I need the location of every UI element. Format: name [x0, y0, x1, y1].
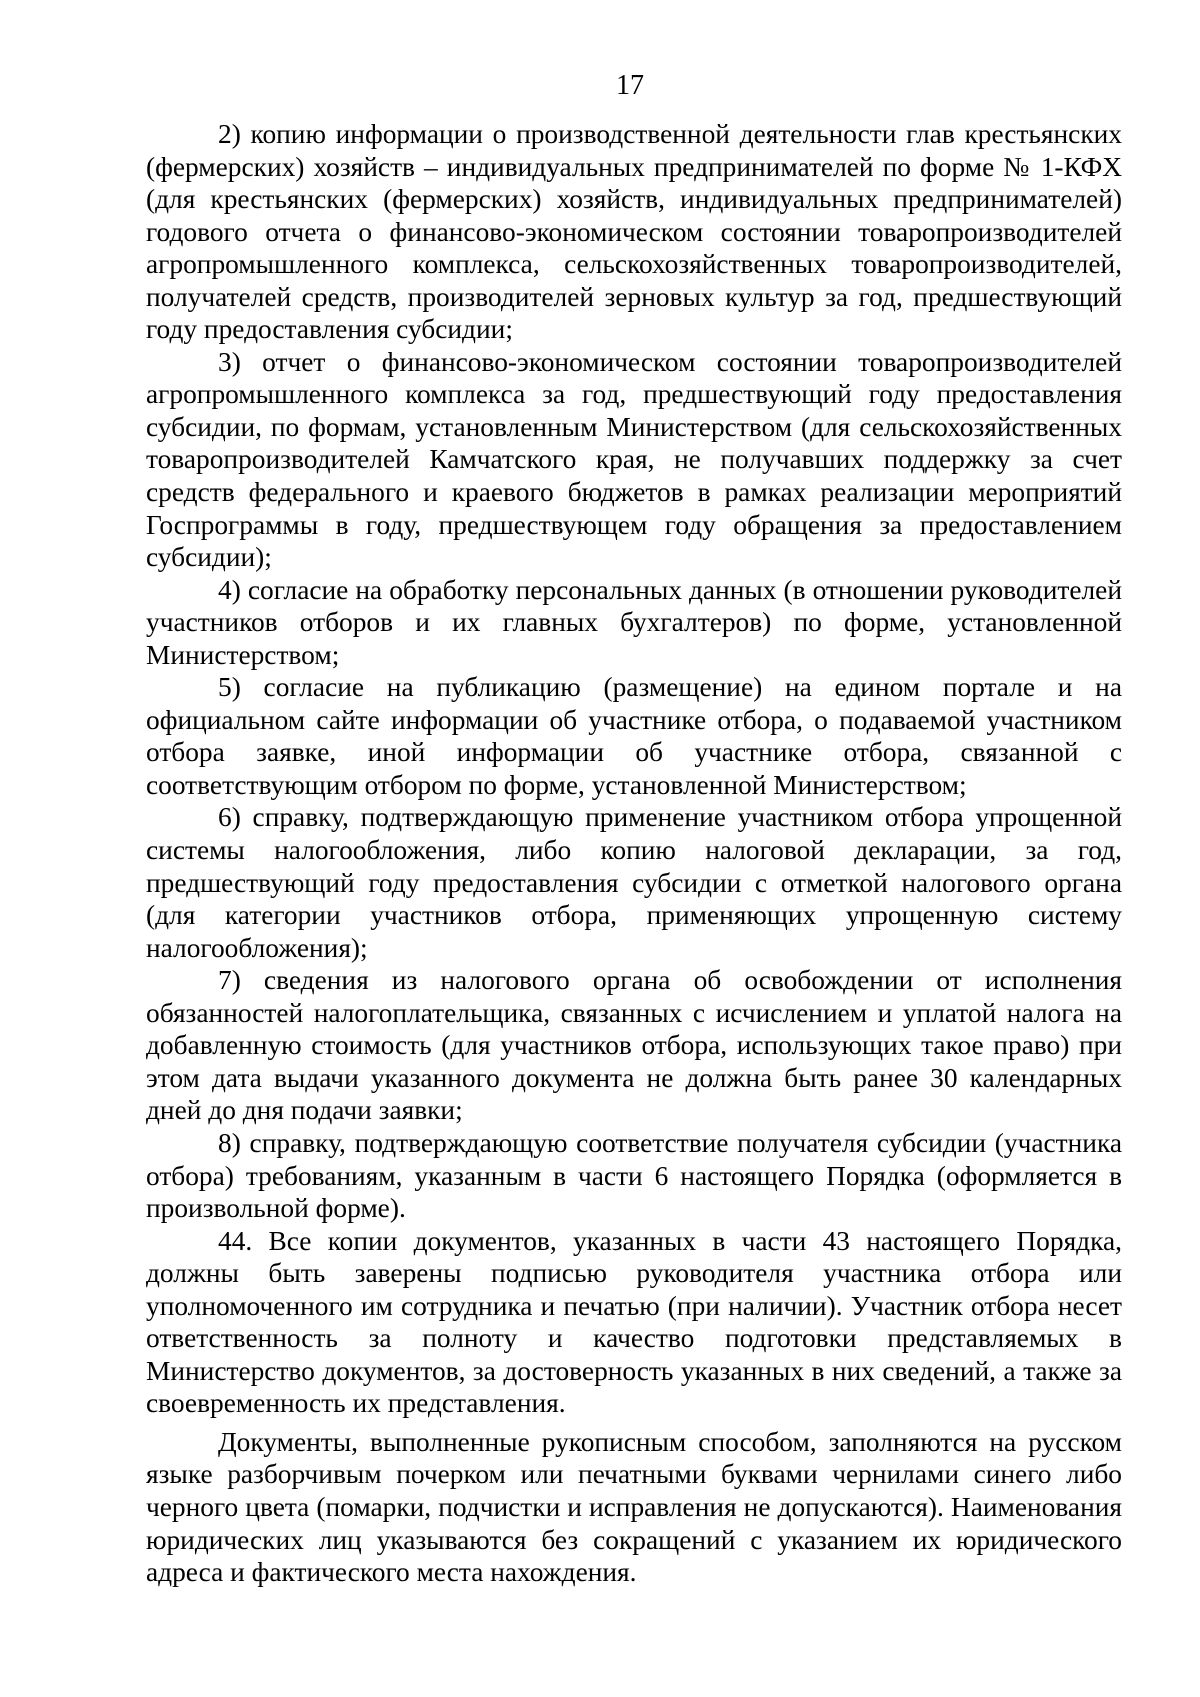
document-body — [146, 118, 1122, 1589]
list-item-8-compliance-certificate: 8) справку, подтверждающую соответствие получателя субсидии (участника отбора) требованиям, указанным в части 6 настоящего Порядка (оформляется в произвольной форме). — [146, 1127, 1122, 1224]
list-item-7-tax-exemption-info: 7) сведения из налогового органа об освобождении от исполнения обязанностей налогоплательщика, связанных с исчислением и уплатой налога на добавленную стоимость (для участников отбора, использующих такое право) при этом дата выдачи указанного документа не должна быть ранее 30 календарных дней до дня подачи заявки; — [146, 965, 1122, 1126]
list-item-2-financial-info-copy: 2) копию информации о производственной деятельности глав крестьянских (фермерских) хозяйств – индивидуальных предпринимателей по форме № 1-КФХ (для крестьянских (фермерских) хозяйств, индивидуальных предпринимателей) годового отчета о финансово-экономическом состоянии товаропроизводителей агропромышленного комплекса, сельскохозяйственных товаропроизводителей, получателей средств, производителей зерновых культур за год, предшествующий году предоставления субсидии; — [146, 119, 1122, 345]
clause-44-document-certification: 44. Все копии документов, указанных в части 43 настоящего Порядка, должны быть заверены подписью руководителя участника отбора или уполномоченного им сотрудника и печатью (при наличии). Участник отбора несет ответственность за полноту и качество подготовки представляемых в Министерство документов, за достоверность указанных в них сведений, а также за своевременность их представления. — [146, 1225, 1122, 1419]
list-item-5-publication-consent: 5) согласие на публикацию (размещение) на едином портале и на официальном сайте информации об участнике отбора, о подаваемой участником отбора заявке, иной информации об участнике отбора, связанной с соответствующим отбором по форме, установленной Министерством; — [146, 672, 1122, 800]
list-item-6-tax-system-certificate: 6) справку, подтверждающую применение участником отбора упрощенной системы налогообложения, либо копию налоговой декларации, за год, предшествующий году предоставления субсидии с отметкой налогового органа (для категории участников отбора, применяющих упрощенную систему налогообложения); — [146, 802, 1122, 963]
list-item-3-financial-report: 3) отчет о финансово-экономическом состоянии товаропроизводителей агропромышленного комплекса за год, предшествующий году предоставления субсидии, по формам, установленным Министерством (для сельскохозяйственных товаропроизводителей Камчатского края, не получавших поддержку за счет средств федерального и краевого бюджетов в рамках реализации мероприятий Госпрограммы в году, предшествующем году обращения за предоставлением субсидии); — [146, 346, 1122, 573]
handwritten-documents-paragraph: Документы, выполненные рукописным способом, заполняются на русском языке разборчивым почерком или печатными буквами чернилами синего либо черного цвета (помарки, подчистки и исправления не допускаются). Наименования юридических лиц указываются без сокращений с указанием их юридического адреса и фактического места нахождения. — [146, 1426, 1122, 1588]
list-item-4-personal-data-consent: 4) согласие на обработку персональных данных (в отношении руководителей участников отборов и их главных бухгалтеров) по форме, установленной Министерством; — [146, 574, 1122, 670]
page-number: 17 — [616, 70, 644, 101]
